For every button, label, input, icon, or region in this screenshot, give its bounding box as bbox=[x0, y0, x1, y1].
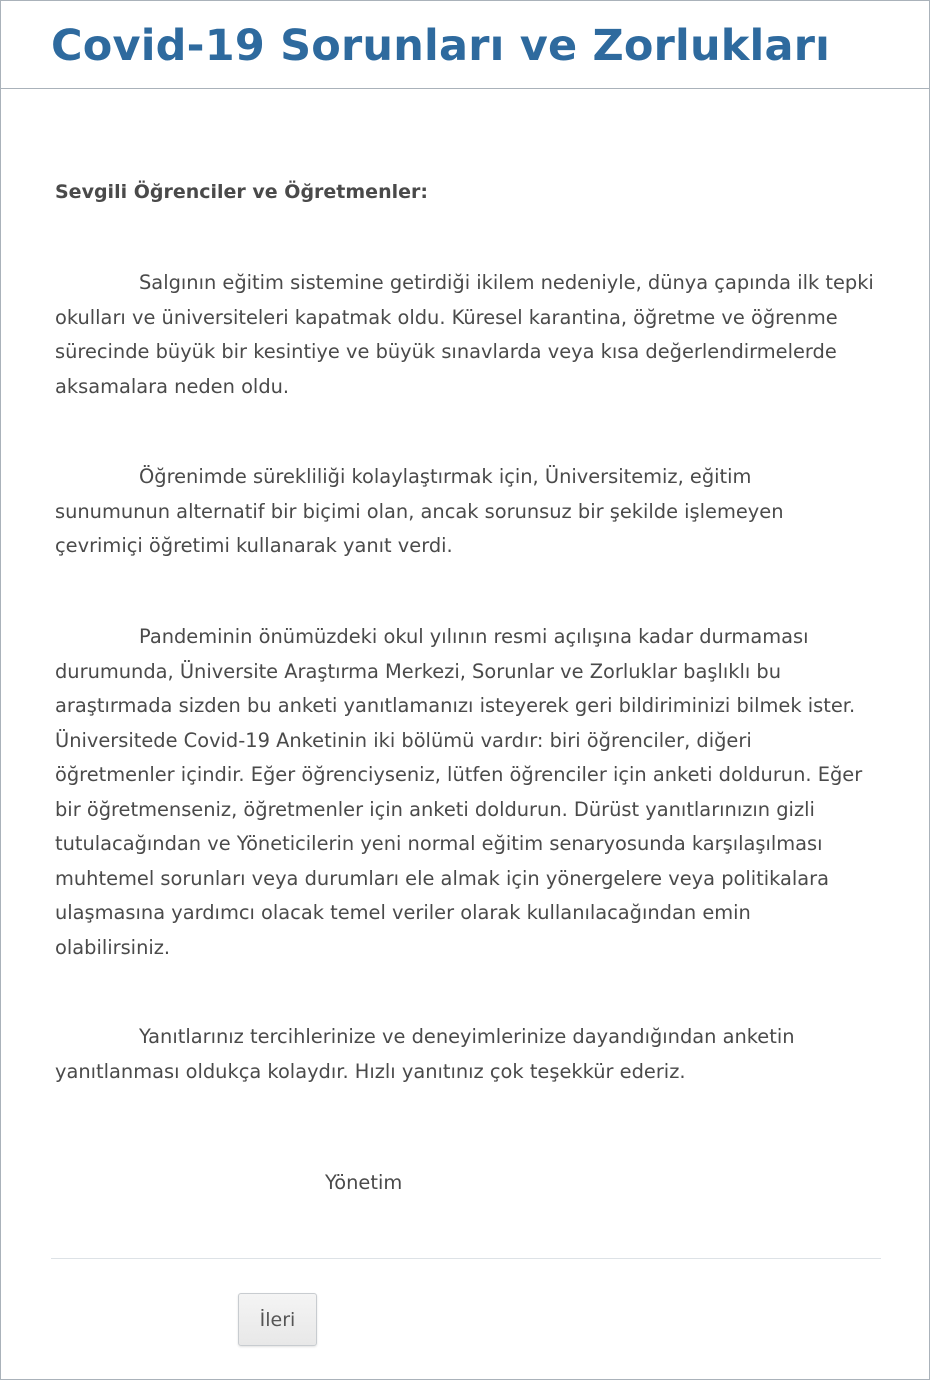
footer-divider bbox=[51, 1258, 881, 1259]
paragraph-line: durumunda, Üniversite Araştırma Merkezi, Sorunlar ve Zorluklar başlıklı bu bbox=[55, 659, 782, 683]
paragraph-line: araştırmada sizden bu anketi yanıtlamanızı isteyerek geri bildiriminizi bilmek ister. bbox=[55, 694, 856, 717]
intro-paragraph bbox=[55, 1020, 795, 1089]
paragraph-line: çevrimiçi öğretimi kullanarak yanıt verdi. bbox=[55, 534, 453, 557]
paragraph-line: Yanıtlarınız tercihlerinize ve deneyimlerinize dayandığından anketin bbox=[139, 1025, 795, 1048]
paragraph-line: olabilirsiniz. bbox=[55, 935, 171, 959]
paragraph-line: Salgının eğitim sistemine getirdiği ikilem nedeniyle, dünya çapında ilk tepki bbox=[139, 271, 874, 294]
next-button[interactable]: İleri bbox=[238, 1293, 317, 1346]
intro-paragraph bbox=[55, 620, 862, 965]
page-header bbox=[1, 1, 929, 89]
intro-paragraph bbox=[55, 460, 783, 564]
paragraph-line: aksamalara neden oldu. bbox=[55, 374, 290, 398]
paragraph-line: Pandeminin önümüzdeki okul yılının resmi açılışına kadar durmaması bbox=[139, 625, 809, 648]
paragraph-line: bir öğretmenseniz, öğretmenler için anketi doldurun. Dürüst yanıtlarınızın gizli bbox=[55, 797, 815, 821]
paragraph-line: tutulacağından ve Yöneticilerin yeni normal eğitim senaryosunda karşılaşılması bbox=[55, 832, 823, 855]
paragraph-line: ulaşmasına yardımcı olacak temel veriler olarak kullanılacağından emin bbox=[55, 901, 751, 924]
paragraph-line: öğretmenler içindir. Eğer öğrenciyseniz, lütfen öğrenciler için anketi doldurun. Eğer bbox=[55, 763, 863, 786]
paragraph-line: Öğrenimde sürekliliği kolaylaştırmak için, Üniversitemiz, eğitim bbox=[139, 465, 752, 488]
paragraph-line: yanıtlanması oldukça kolaydır. Hızlı yanıtınız çok teşekkür ederiz. bbox=[55, 1059, 686, 1083]
paragraph-line: okulları ve üniversiteleri kapatmak oldu. Küresel karantina, öğretme ve öğrenme bbox=[55, 305, 838, 329]
paragraph-line: muhtemel sorunları veya durumları ele almak için yönergelere veya politikalara bbox=[55, 866, 830, 890]
paragraph-line: Üniversitede Covid-19 Anketinin iki bölümü vardır: biri öğrenciler, diğeri bbox=[55, 728, 752, 752]
greeting: Sevgili Öğrenciler ve Öğretmenler: bbox=[55, 181, 428, 203]
signature: Yönetim bbox=[325, 1171, 403, 1194]
paragraph-line: sürecinde büyük bir kesintiye ve büyük sınavlarda veya kısa değerlendirmelerde bbox=[55, 340, 837, 363]
intro-paragraph bbox=[55, 266, 874, 404]
paragraph-line: sunumunun alternatif bir biçimi olan, ancak sorunsuz bir şekilde işlemeyen bbox=[55, 499, 784, 523]
page-title: Covid-19 Sorunları ve Zorlukları bbox=[51, 21, 831, 71]
